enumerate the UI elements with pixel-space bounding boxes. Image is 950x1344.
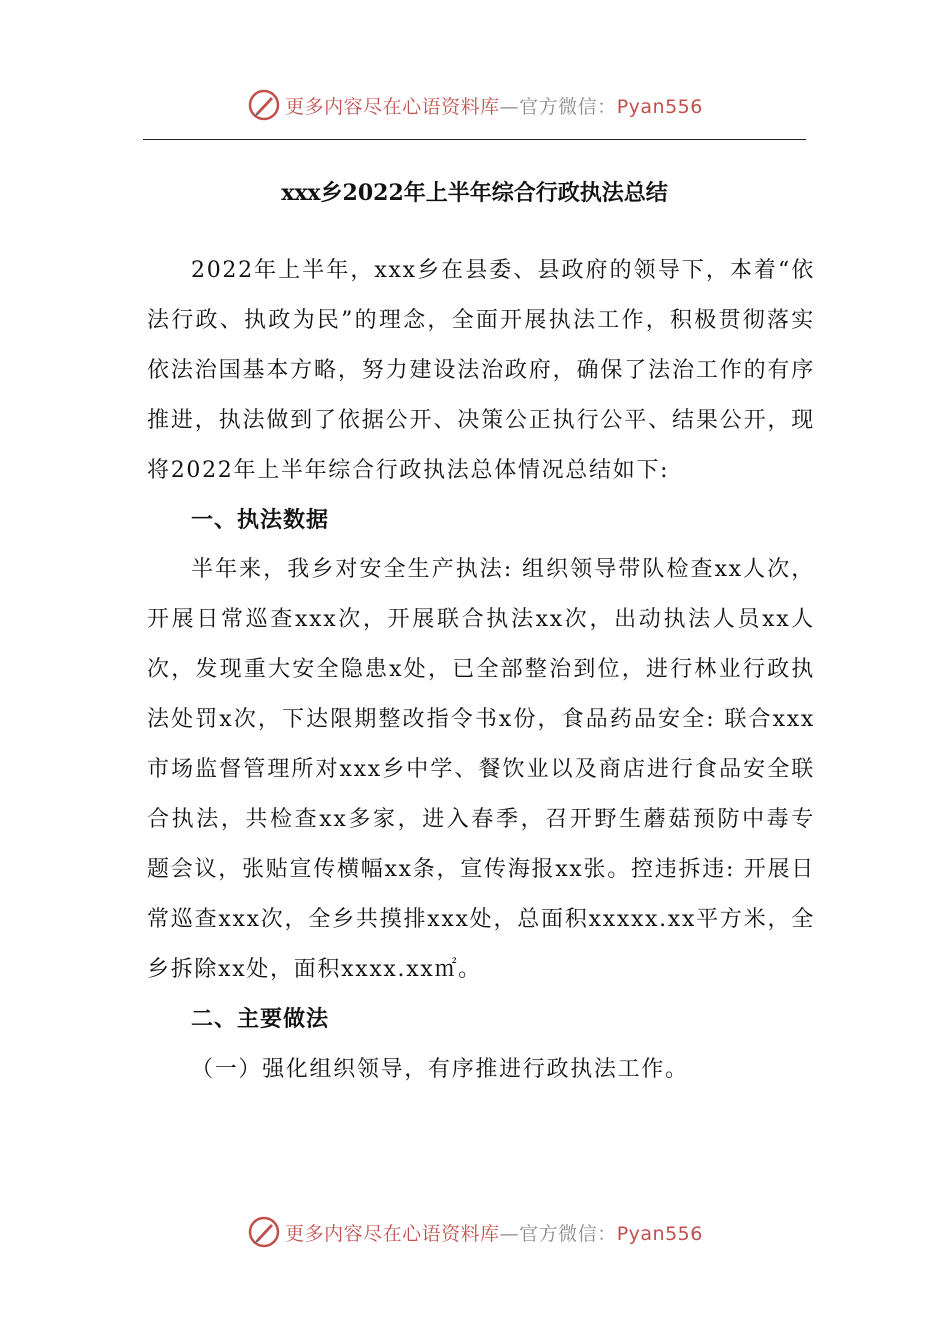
- intro-paragraph: 2022年上半年，xxx乡在县委、县政府的领导下，本着“依法行政、执政为民”的理念，全面开展执法工作，积极贯彻落实依法治国基本方略，努力建设法治政府，确保了法治工作的有序推进，执法做到了依据公开、决策公正执行公平、结果公开，现将2022年上半年综合行政执法总体情况总结如下:: [147, 258, 815, 483]
- pen-logo-icon: [247, 1215, 281, 1249]
- document-body: [147, 246, 815, 1094]
- header-rule: [143, 139, 806, 140]
- pen-logo-icon: [247, 88, 281, 122]
- document-title: xxx乡2022年上半年综合行政执法总结: [281, 180, 668, 206]
- watermark-footer: [0, 1210, 950, 1254]
- section-heading-1: 一、执法数据: [191, 507, 330, 533]
- subsection-heading-1: （一）强化组织领导，有序推进行政执法工作。: [191, 1056, 689, 1082]
- watermark-header: [0, 83, 950, 127]
- watermark-text: 更多内容尽在心语资料库—官方微信：Pyan556: [285, 95, 703, 118]
- section-heading-2: 二、主要做法: [191, 1006, 330, 1032]
- enforcement-data-paragraph: 半年来，我乡对安全生产执法: 组织领导带队检查xx人次，开展日常巡查xxx次，开展联合执法xx次，出动执法人员xx人次，发现重大安全隐患x处，已全部整治到位，进行林业行政执法处罚x次，下达限期整改指令书x份，食品药品安全: 联合xxx市场监督管理所对xxx乡中学、餐饮业以及商店进行食品安全联合执法，共检查xx多家，进入春季，召开野生蘑菇预防中毒专题会议，张贴宣传横幅xx条，宣传海报xx张。控违拆违: 开展日常巡查xxx次，全乡共摸排xxx处，总面积xxxxx.xx平方米，全乡拆除xx处，面积xxxx.xx㎡。: [147, 557, 815, 982]
- watermark-text: 更多内容尽在心语资料库—官方微信：Pyan556: [285, 1222, 703, 1245]
